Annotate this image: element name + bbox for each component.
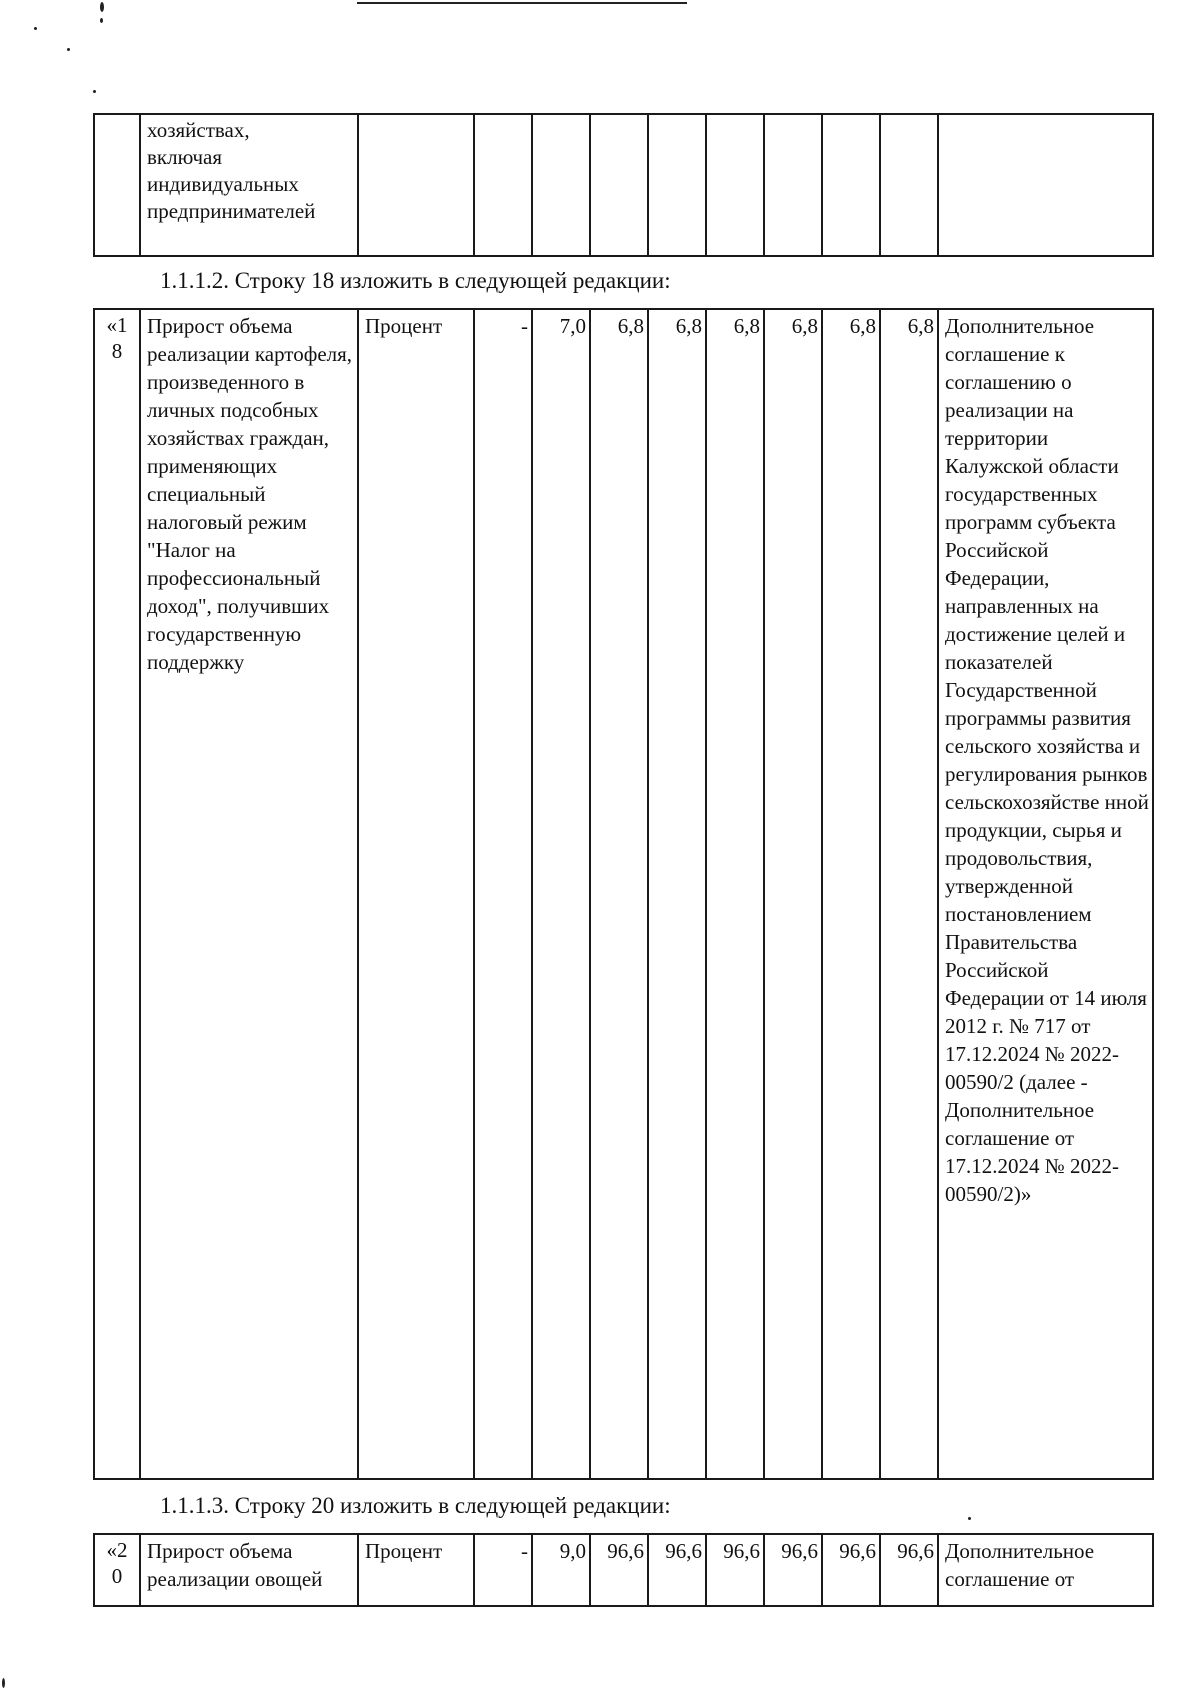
row-number: «1 8	[106, 313, 128, 363]
cell-unit	[358, 114, 474, 256]
value-text: 6,8	[849, 314, 876, 338]
table-row	[94, 309, 1153, 1479]
cell-value	[764, 1534, 822, 1606]
cell-value	[764, 114, 822, 256]
cell-number	[94, 1534, 140, 1606]
cell-value	[648, 309, 706, 1479]
row-name-text: Прирост объема реализации овощей	[147, 1539, 323, 1591]
cell-value	[532, 114, 590, 256]
cell-source	[938, 309, 1153, 1479]
value-text: 6,8	[675, 314, 702, 338]
cell-value	[706, 309, 764, 1479]
cell-unit	[358, 1534, 474, 1606]
cell-value	[880, 114, 938, 256]
value-text: 6,8	[907, 314, 934, 338]
scan-speck	[34, 27, 37, 30]
source-text: Дополнительное соглашение от	[945, 1539, 1095, 1591]
cell-value	[764, 309, 822, 1479]
value-text: 96,6	[723, 1539, 760, 1563]
table-row-18	[93, 308, 1154, 1480]
cell-base	[474, 1534, 532, 1606]
value-text: 96,6	[897, 1539, 934, 1563]
table-row	[94, 1534, 1153, 1606]
cell-value	[648, 1534, 706, 1606]
cell-value	[880, 309, 938, 1479]
scan-top-line	[357, 2, 687, 4]
value-text: 7,0	[559, 314, 586, 338]
value-text: 6,8	[617, 314, 644, 338]
cell-value	[648, 114, 706, 256]
source-text: Дополнительное соглашение к соглашению о реализации на территории Калужской области государственных программ субъекта Российской Федерации, направленных на достижение целей и показателей Государственной программы развития сельского хозяйства и регулирования рынков сельскохозяйстве нной продукции, сырья и продовольствия, утвержденной постановлением Правительства Российской Федерации от 14 июля 2012 г. № 717 от 17.12.2024 № 2022-00590/2 (далее - Дополнительное соглашение от 17.12.2024 № 2022-00590/2)»	[945, 314, 1149, 1206]
unit-text: Процент	[365, 314, 443, 338]
cell-unit	[358, 309, 474, 1479]
base-value: -	[521, 1539, 528, 1563]
base-value: -	[521, 314, 528, 338]
cell-value	[532, 309, 590, 1479]
cell-value	[532, 1534, 590, 1606]
scan-speck	[67, 48, 70, 51]
table-row	[94, 114, 1153, 256]
cell-source	[938, 114, 1153, 256]
scan-speck	[968, 1517, 971, 1520]
cell-source	[938, 1534, 1153, 1606]
cell-base	[474, 114, 532, 256]
value-text: 9,0	[559, 1539, 586, 1563]
row-name-text: Прирост объема реализации картофеля, произведенного в личных подсобных хозяйствах граждан, применяющих специальный налоговый режим "Налог на профессиональный доход", получивших государственную поддержку	[147, 314, 353, 674]
value-text: 6,8	[733, 314, 760, 338]
cell-value	[590, 114, 648, 256]
cell-value	[822, 309, 880, 1479]
scan-speck	[100, 2, 104, 12]
scan-speck	[100, 18, 103, 23]
value-text: 96,6	[607, 1539, 644, 1563]
row-name-text: хозяйствах, включая индивидуальных предпринимателей	[147, 118, 316, 223]
cell-base	[474, 309, 532, 1479]
scan-speck	[93, 90, 96, 93]
cell-value	[822, 114, 880, 256]
table-row-20	[93, 1533, 1154, 1607]
cell-value	[590, 1534, 648, 1606]
table-continuation	[93, 113, 1154, 257]
value-text: 96,6	[839, 1539, 876, 1563]
value-text: 96,6	[781, 1539, 818, 1563]
cell-value	[880, 1534, 938, 1606]
value-text: 6,8	[791, 314, 818, 338]
cell-value	[590, 309, 648, 1479]
value-text: 96,6	[665, 1539, 702, 1563]
heading-row-18: 1.1.1.2. Строку 18 изложить в следующей редакции:	[160, 268, 671, 293]
cell-number	[94, 309, 140, 1479]
cell-number	[94, 114, 140, 256]
cell-value	[822, 1534, 880, 1606]
cell-name	[140, 309, 358, 1479]
scan-speck	[2, 1678, 5, 1688]
cell-value	[706, 114, 764, 256]
cell-value	[706, 1534, 764, 1606]
cell-name	[140, 1534, 358, 1606]
cell-name	[140, 114, 358, 256]
heading-row-20: 1.1.1.3. Строку 20 изложить в следующей редакции:	[160, 1493, 671, 1518]
row-number: «2 0	[106, 1538, 128, 1588]
unit-text: Процент	[365, 1539, 443, 1563]
